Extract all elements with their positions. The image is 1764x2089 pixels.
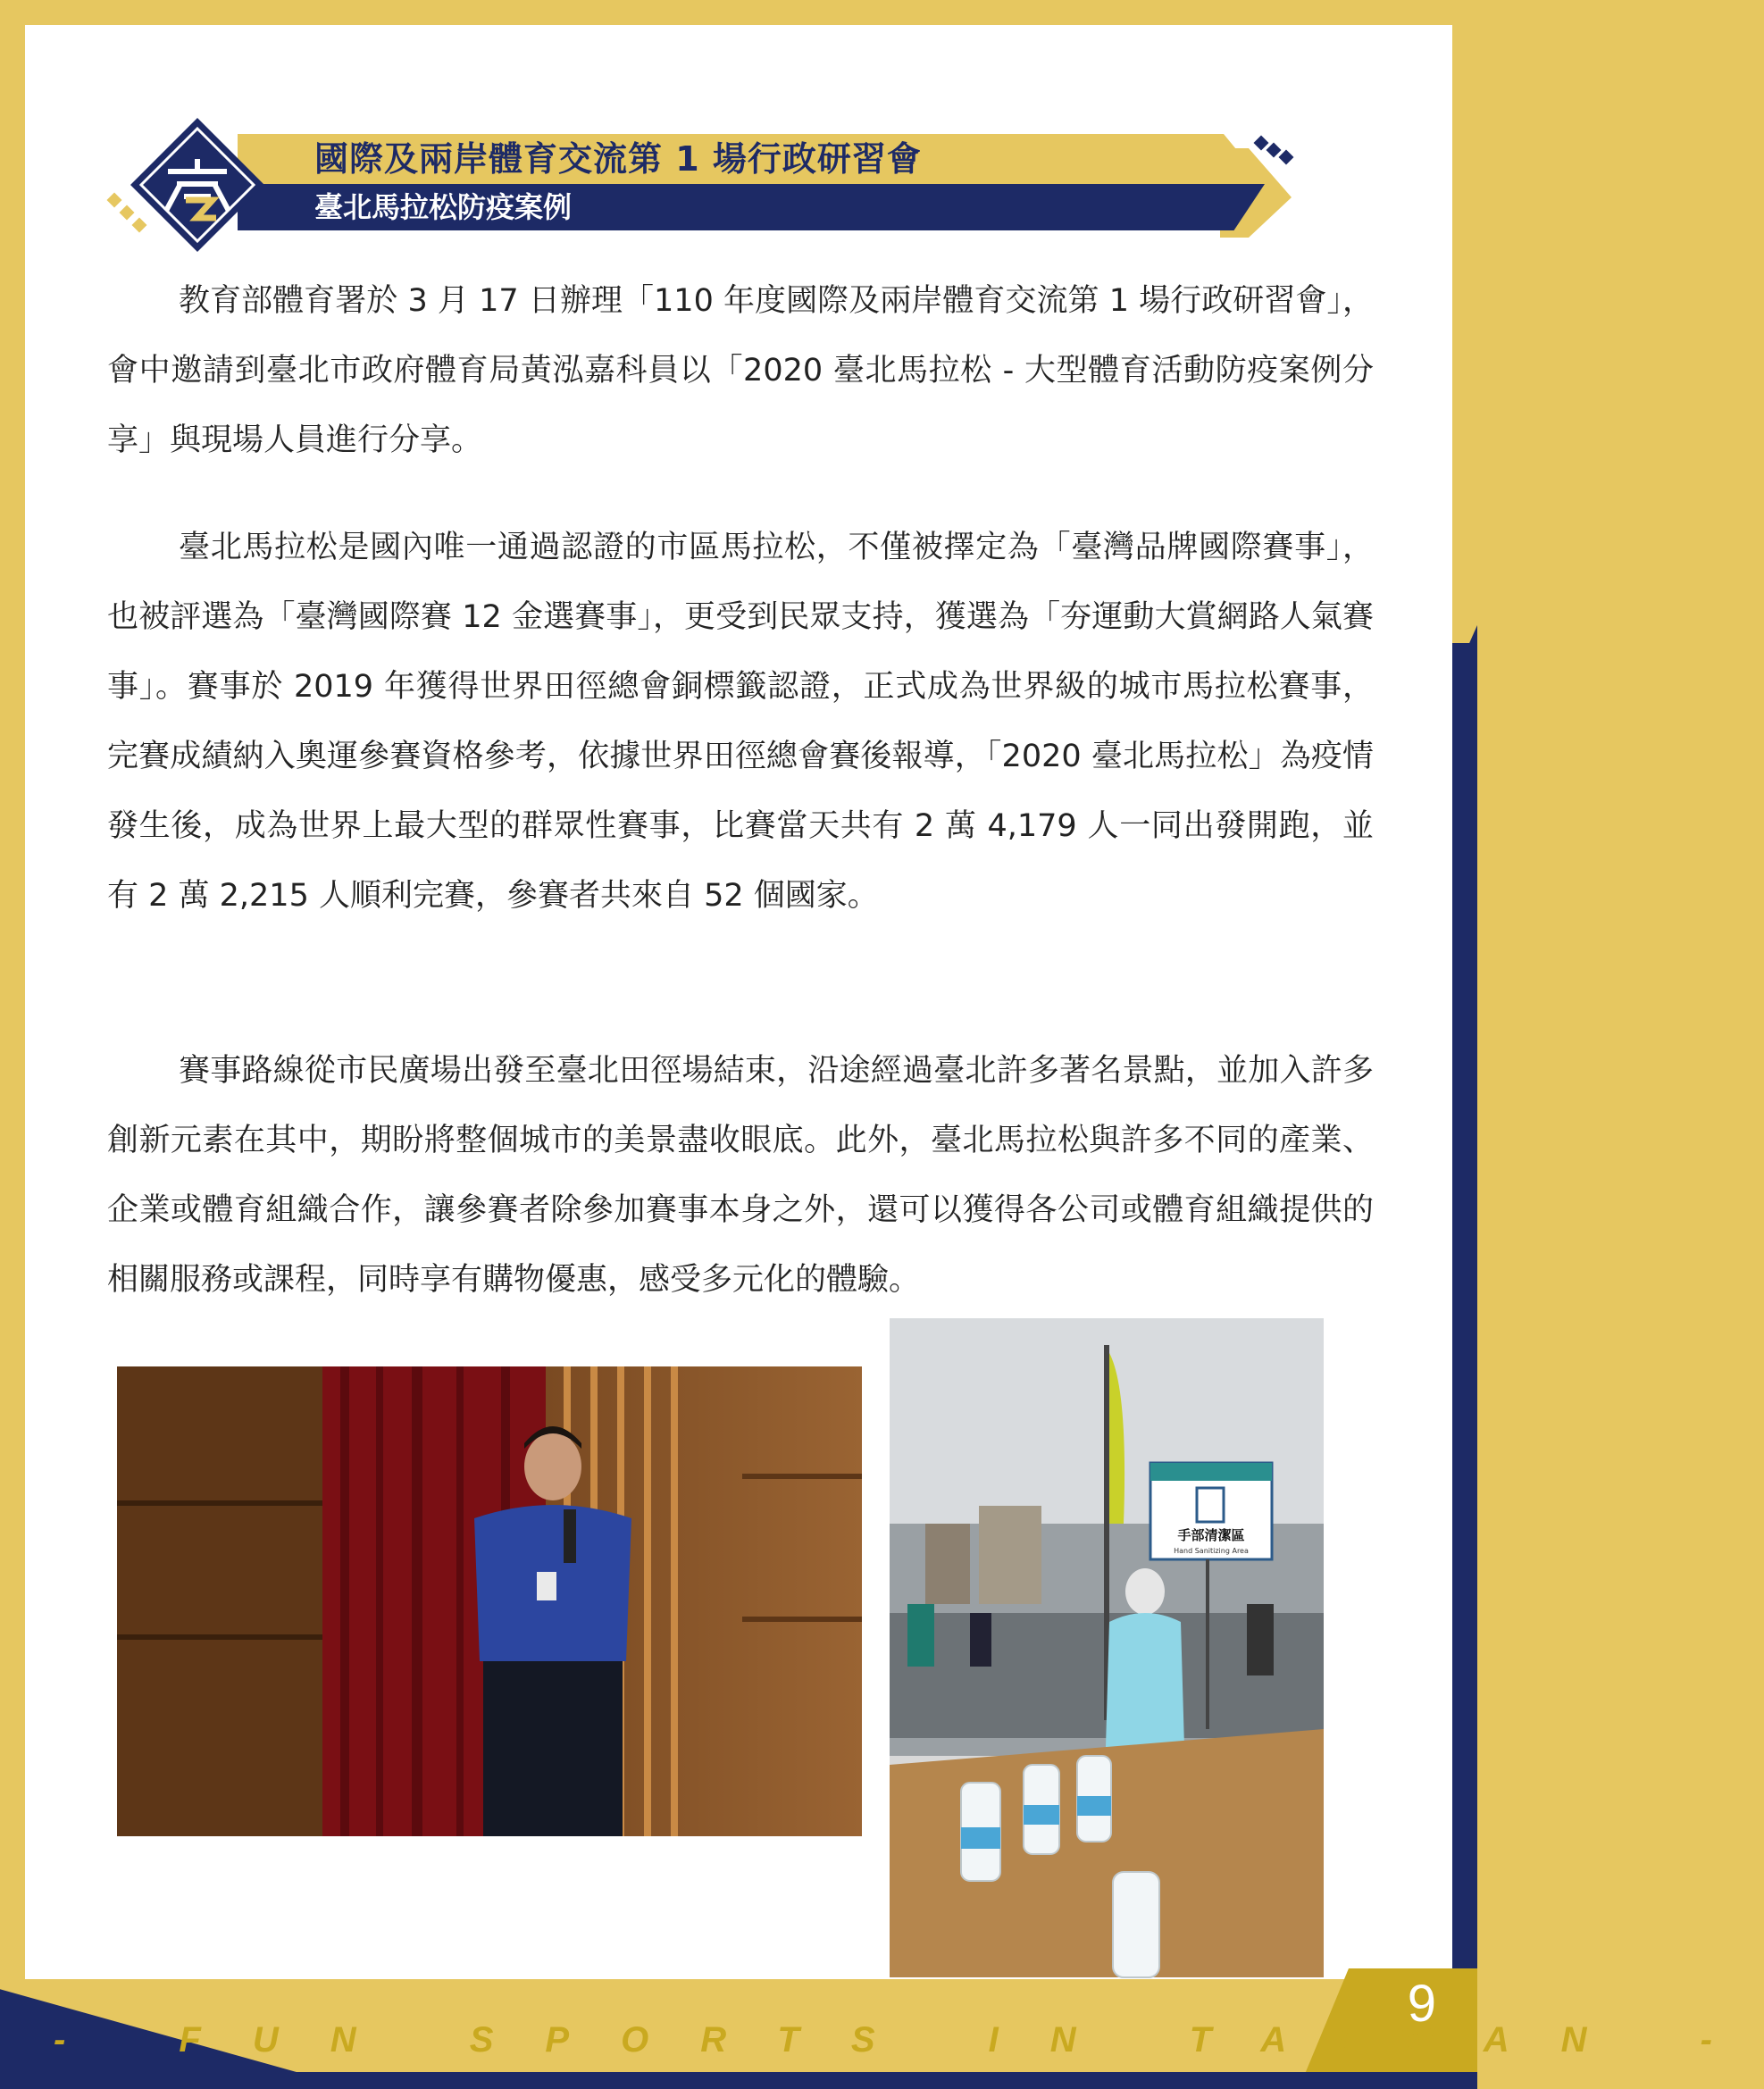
- footer-bar: [0, 2072, 1477, 2089]
- station-sign-subtitle: Hand Sanitizing Area: [1174, 1547, 1249, 1555]
- article-paragraph: 臺北馬拉松是國內唯一通過認證的市區馬拉松，不僅被擇定為「臺灣品牌國際賽事」，也被評選為「臺灣國際賽 12 金選賽事」，更受到民眾支持，獲選為「夯運動大賞網路人氣賽事」。賽事於 2019 年獲得世界田徑總會銅標籤認證，正式成為世界級的城市馬拉松賽事，完賽成績納入奧運參賽資格參考，依據世界田徑總會賽後報導，「2020 臺北馬拉松」為疫情發生後，成為世界上最大型的群眾性賽事，比賽當天共有 2 萬 4,179 人一同出發開跑，並有 2 萬 2,215 人順利完賽，參賽者共來自 52 個國家。: [107, 530, 1374, 914]
- article-paragraph: 教育部體育署於 3 月 17 日辦理「110 年度國際及兩岸體育交流第 1 場行政研習會」，會中邀請到臺北市政府體育局黃泓嘉科員以「2020 臺北馬拉松 - 大型體育活動防疫案例分享」與現場人員進行分享。: [107, 283, 1374, 458]
- article-paragraph: 賽事路線從市民廣場出發至臺北田徑場結束，沿途經過臺北許多著名景點，並加入許多創新元素在其中，期盼將整個城市的美景盡收眼底。此外，臺北馬拉松與許多不同的產業、企業或體育組織合作，讓參賽者除參加賽事本身之外，還可以獲得各公司或體育組織提供的相關服務或課程，同時享有購物優惠，感受多元化的體驗。: [107, 1053, 1374, 1298]
- footer-tagline: - FUN SPORTS IN TAIWAN -: [54, 2020, 1764, 2060]
- page-number: 9: [1407, 1975, 1436, 2033]
- sports-administration-logo-icon: [130, 118, 264, 252]
- page-title: 國際及兩岸體育交流第 1 場行政研習會: [314, 139, 922, 179]
- corner-decoration: [1450, 643, 1477, 2089]
- speaker-photo: [117, 1366, 862, 1836]
- page-sheet: [25, 25, 1452, 1979]
- station-sign-title: 手部清潔區: [1177, 1527, 1245, 1543]
- sanitizing-station-photo: [890, 1318, 1324, 1977]
- page-subtitle: 臺北馬拉松防疫案例: [314, 190, 573, 224]
- header-banner: [104, 91, 1300, 252]
